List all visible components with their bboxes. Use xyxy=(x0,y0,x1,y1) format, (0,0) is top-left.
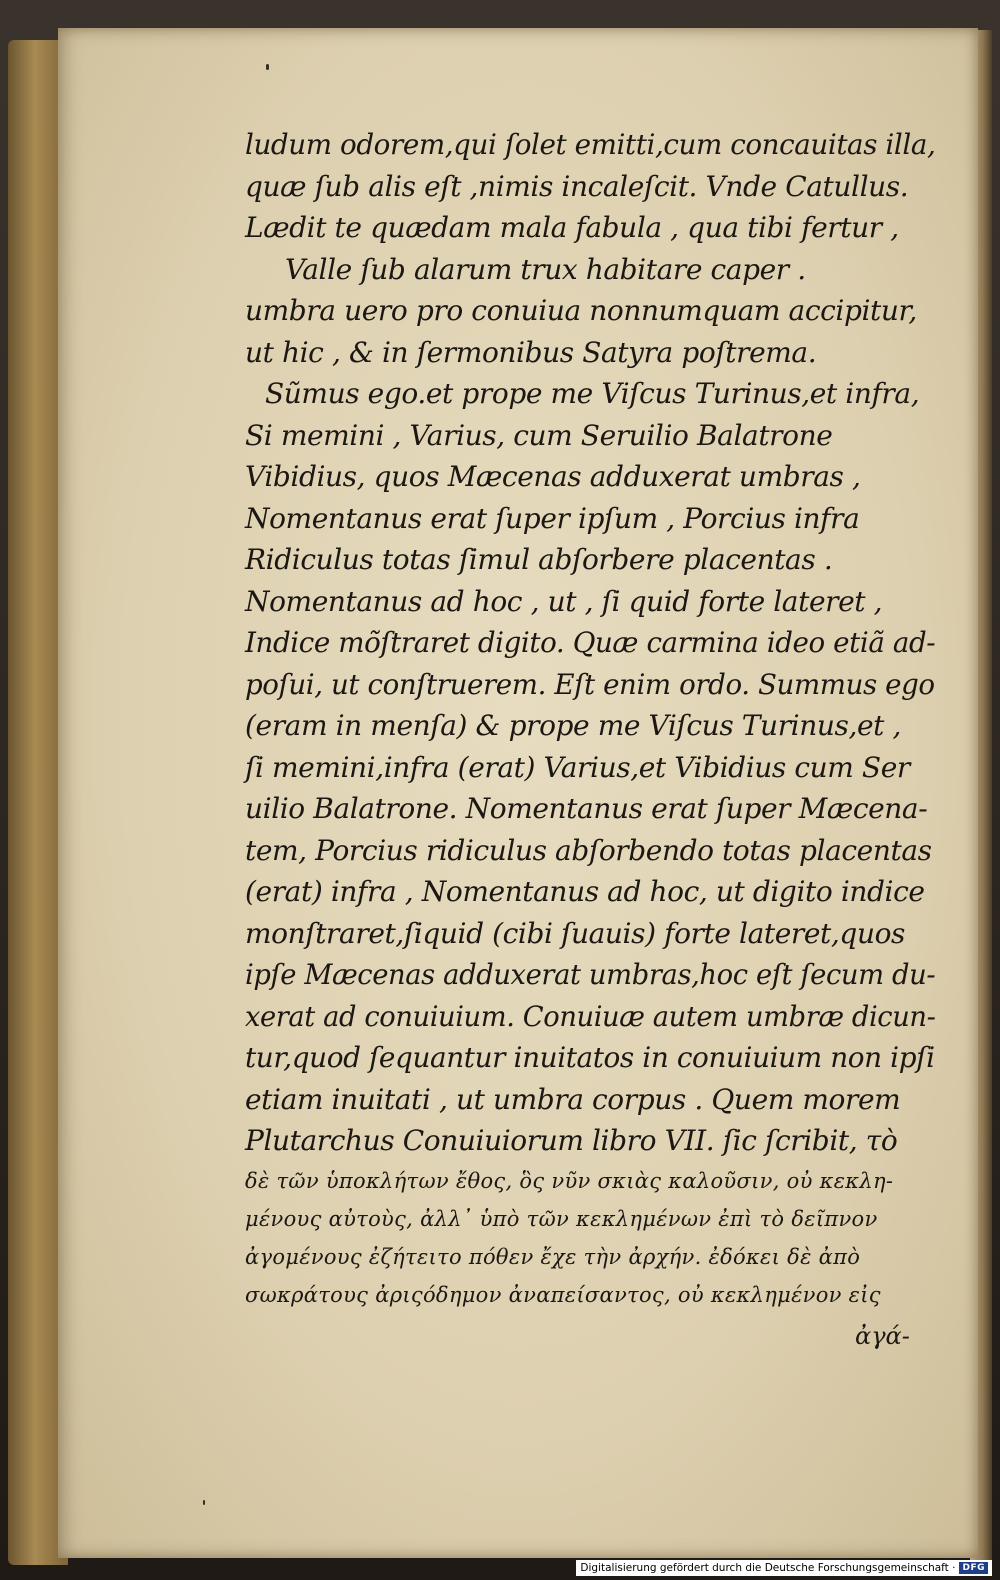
verse-line: Vibidius, quos Mæcenas adduxerat umbras , xyxy=(245,460,861,493)
verse-line: Nomentanus erat ſuper ipſum , Porcius infra xyxy=(245,501,860,535)
text-line: Indice mõſtraret digito. Quæ carmina ideo etiã ad- xyxy=(245,626,936,659)
text-line: etiam inuitati , ut umbra corpus . Quem morem xyxy=(245,1082,901,1116)
text-line: tem, Porcius ridiculus abſorbendo totas placentas xyxy=(245,833,932,867)
greek-line: ἀγομένους ἐζήτειτο πόθεν ἔχε τὴν ἀρχήν. ἐδόκει δὲ ἀπὸ xyxy=(245,1244,861,1269)
greek-line: δὲ τῶν ὑποκλήτων ἔθος, ὃς νῦν σκιὰς καλοῦσιν, οὐ κεκλη- xyxy=(245,1168,894,1193)
text-line: Plutarchus Conuiuiorum libro VII. ſic ſcribit, τὸ xyxy=(245,1124,898,1157)
main-text xyxy=(245,124,935,1314)
text-line: ipſe Mæcenas adduxerat umbras,hoc eſt ſecum du- xyxy=(245,958,936,991)
verse-line: Valle ſub alarum trux habitare caper . xyxy=(285,252,806,286)
text-line: (eram in menſa) & prope me Viſcus Turinus,et , xyxy=(245,709,901,742)
text-line: monſtraret,ſiquid (cibi ſuauis) forte lateret,quos xyxy=(245,916,905,950)
verse-line: Nomentanus ad hoc , ut , ſi quid forte lateret , xyxy=(245,584,883,618)
text-line: umbra uero pro conuiua nonnumquam accipitur, xyxy=(245,294,917,327)
text-line: tur,quod ſequantur inuitatos in conuiuium non ipſi xyxy=(245,1041,935,1074)
digitization-credit xyxy=(576,1560,992,1576)
text-line: Lædit te quædam mala fabula , qua tibi fertur , xyxy=(245,211,899,244)
text-line: (erat) infra , Nomentanus ad hoc, ut digito indice xyxy=(245,875,925,908)
verse-line: Sũmus ego.et prope me Viſcus Turinus,et infra, xyxy=(265,377,920,410)
greek-line: σωκράτους ἀριςόδημον ἀναπείσαντος, οὐ κεκλημένον εἰς xyxy=(245,1282,881,1307)
text-line: uilio Balatrone. Nomentanus erat ſuper Mæcena- xyxy=(245,792,928,825)
verse-line: Ridiculus totas ſimul abſorbere placentas . xyxy=(245,543,833,576)
verse-line: Si memini , Varius, cum Seruilio Balatrone xyxy=(245,418,833,452)
text-line: xerat ad conuiuium. Conuiuæ autem umbræ dicun- xyxy=(245,999,936,1033)
paper-speck xyxy=(266,64,269,70)
text-line: ut hic , & in ſermonibus Satyra poſtrema. xyxy=(245,335,817,369)
greek-line: μένους αὐτοὺς, ἀλλ᾽ ὑπὸ τῶν κεκλημένων ἐπὶ τὸ δεῖπνον xyxy=(245,1206,878,1231)
credit-text: Digitalisierung gefördert durch die Deutsche Forschungsgemeinschaft · xyxy=(580,1562,956,1574)
text-line: ſi memini,infra (erat) Varius,et Vibidius cum Ser xyxy=(245,750,910,784)
text-line: ludum odorem,qui ſolet emitti,cum concauitas illa, xyxy=(245,128,936,161)
dfg-logo: DFG xyxy=(959,1562,988,1574)
catchword: ἀγά- xyxy=(855,1322,910,1350)
greek-quotation xyxy=(245,1162,935,1314)
text-line: poſui, ut conſtruerem. Eſt enim ordo. Summus ego xyxy=(245,667,935,701)
text-line: quæ ſub alis eſt ,nimis incaleſcit. Vnde Catullus. xyxy=(245,169,909,203)
paper-speck xyxy=(203,1500,205,1505)
